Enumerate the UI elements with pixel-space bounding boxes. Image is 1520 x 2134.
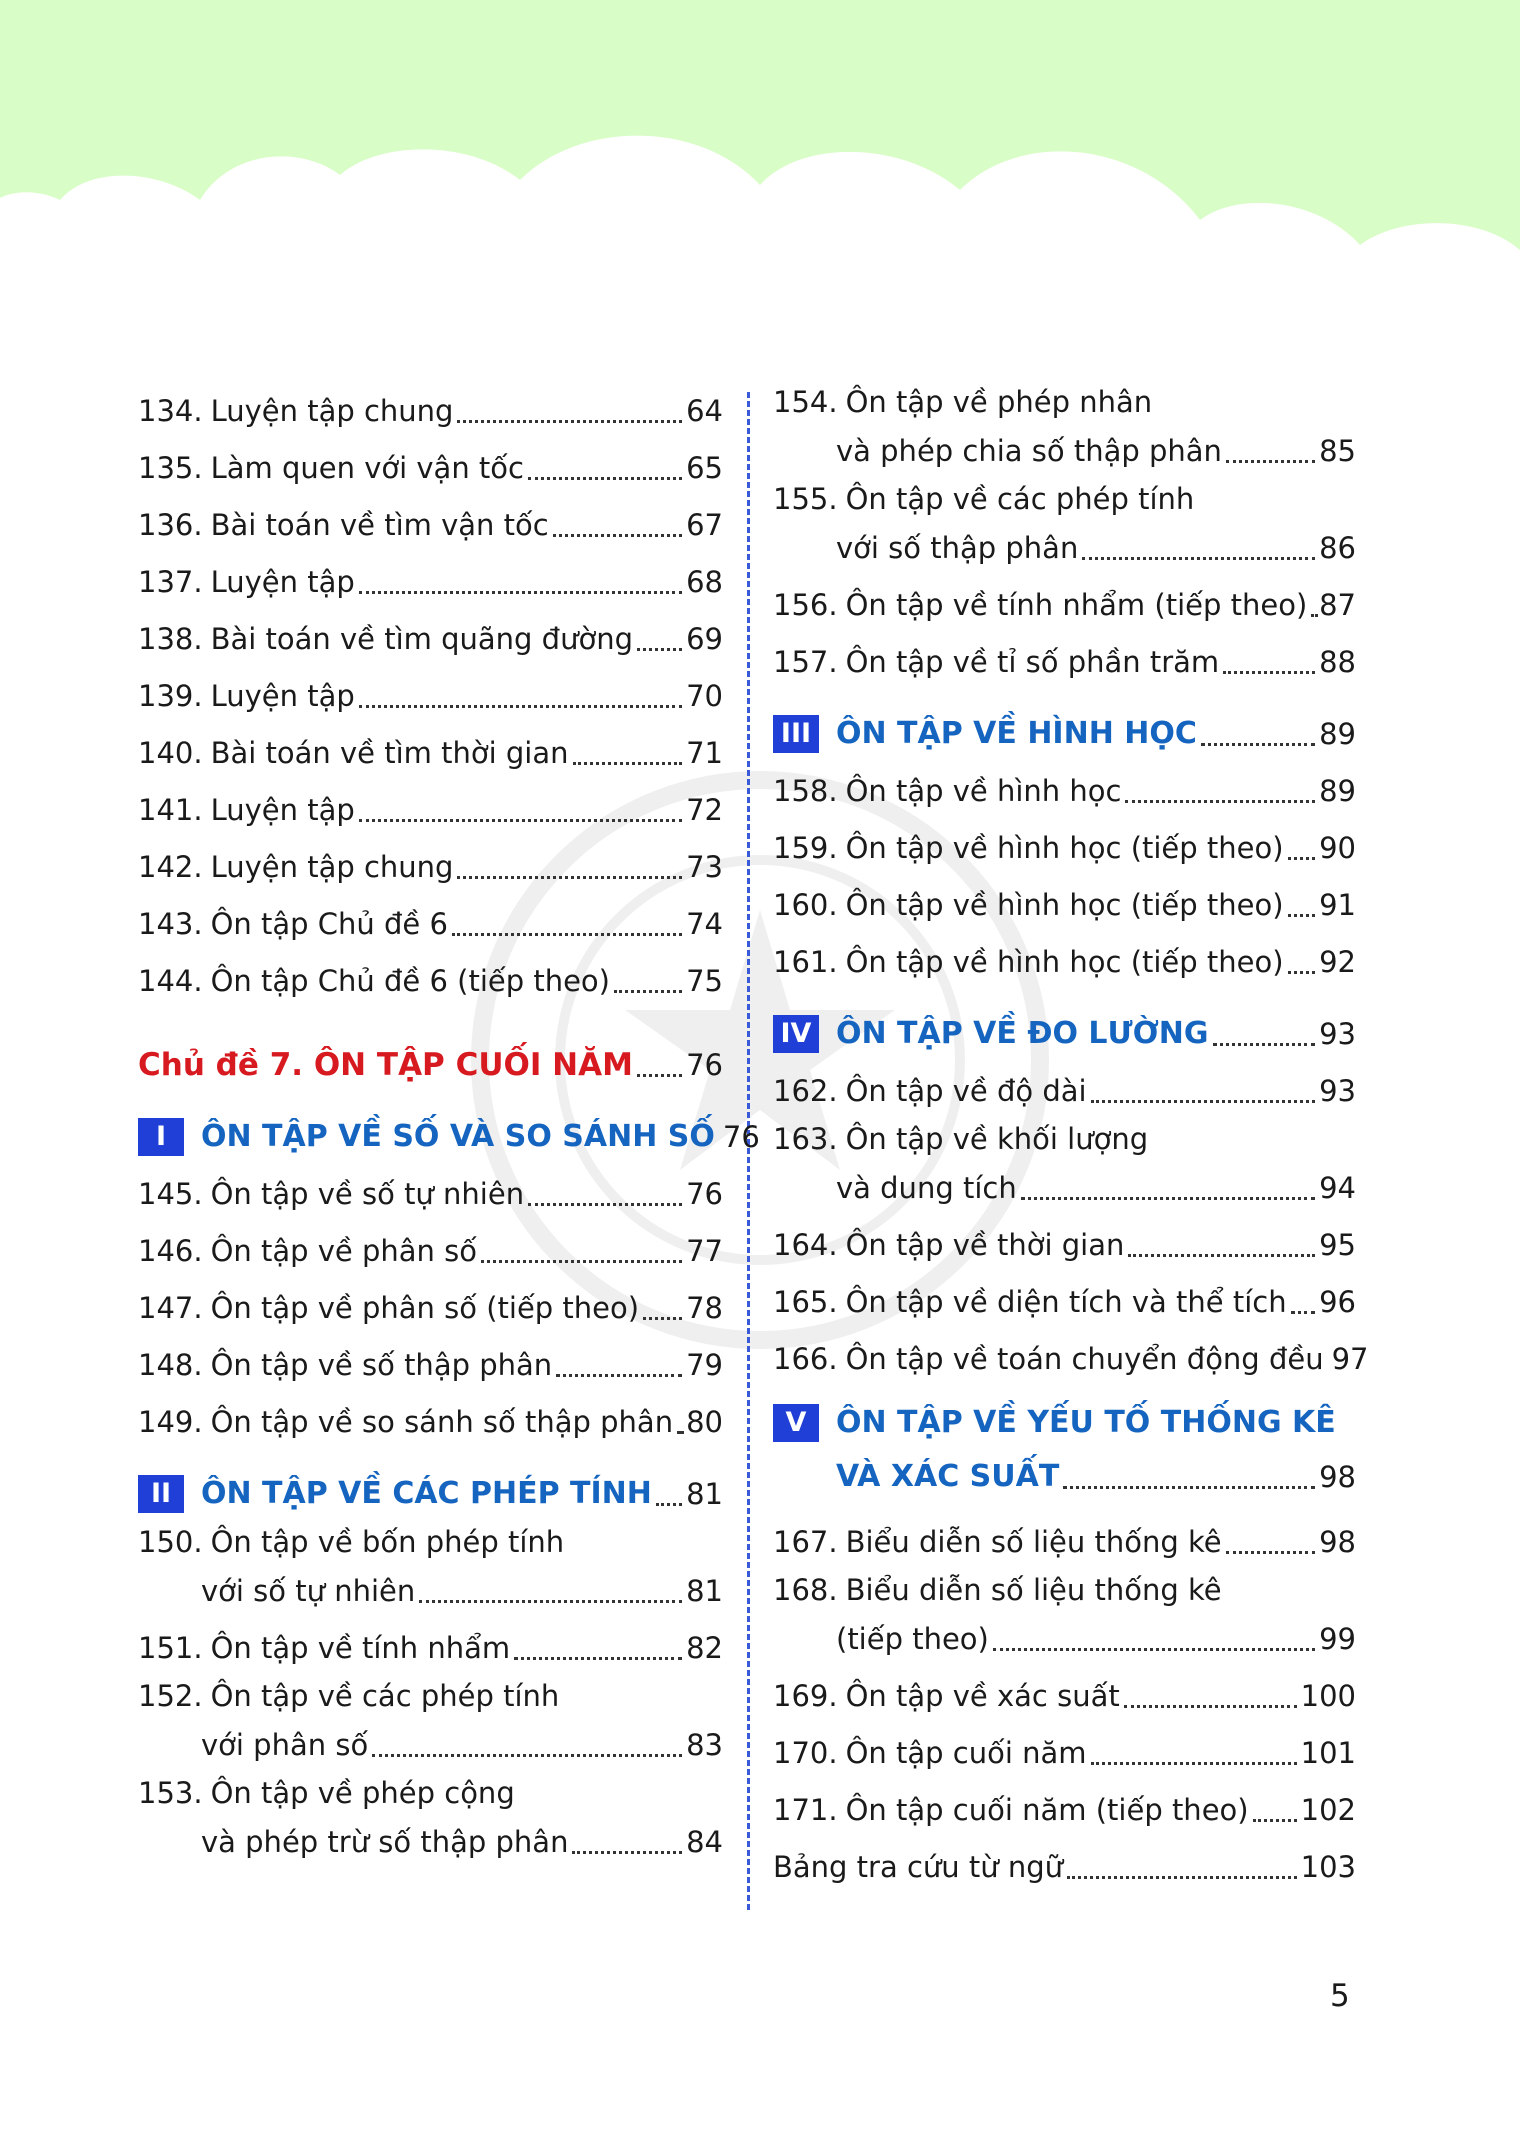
entry-title: Ôn tập Chủ đề 6 (tiếp theo) (210, 964, 610, 998)
entry-title-line2: với phân số (201, 1728, 369, 1762)
section-badge: IV (773, 1015, 819, 1053)
page-ref: 78 (686, 1291, 723, 1325)
cloud-shape (0, 0, 1520, 250)
page-ref: 73 (686, 850, 723, 884)
toc-entry-144[interactable] (138, 948, 723, 1005)
entry-title: Ôn tập về số tự nhiên (210, 1177, 525, 1211)
page-ref: 95 (1319, 1228, 1356, 1262)
entry-title: Ôn tập cuối năm (tiếp theo) (845, 1793, 1249, 1827)
dot-leader (1226, 1551, 1315, 1554)
page-ref: 75 (686, 964, 723, 998)
entry-number: 149. (138, 1405, 203, 1439)
dot-leader (1291, 1311, 1316, 1314)
dot-leader (1213, 1043, 1316, 1046)
page-ref: 74 (686, 907, 723, 941)
toc-entry-162[interactable] (773, 1058, 1356, 1115)
entry-number: 159. (773, 831, 838, 865)
dot-leader (637, 648, 682, 651)
entry-number: 150. (138, 1525, 203, 1559)
toc-entry-147[interactable] (138, 1275, 723, 1332)
toc-entry-145[interactable] (138, 1161, 723, 1218)
toc-entry-151[interactable] (138, 1615, 723, 1672)
entry-title: Bảng tra cứu từ ngữ (773, 1850, 1064, 1884)
entry-number: 136. (138, 508, 203, 542)
dot-leader (1125, 800, 1315, 803)
toc-entry-155[interactable] (773, 475, 1356, 572)
page-ref: 76 (686, 1177, 723, 1211)
entry-title: Ôn tập về tỉ số phần trăm (845, 645, 1220, 679)
dot-leader (1128, 1254, 1315, 1257)
section-v-heading[interactable] (773, 1383, 1356, 1509)
toc-entry-148[interactable] (138, 1332, 723, 1389)
page-ref: 86 (1319, 531, 1356, 565)
toc-entry-139[interactable] (138, 663, 723, 720)
section-iv-heading[interactable] (773, 986, 1356, 1058)
entry-title-line2: (tiếp theo) (836, 1622, 989, 1656)
page-ref: 98 (1319, 1525, 1356, 1559)
entry-title-line1: Ôn tập về phép nhân (845, 385, 1153, 419)
toc-entry-171[interactable] (773, 1777, 1356, 1834)
dot-leader (1226, 460, 1315, 463)
toc-entry-135[interactable] (138, 435, 723, 492)
toc-entry-149[interactable] (138, 1389, 723, 1446)
toc-entry-159[interactable] (773, 815, 1356, 872)
dot-leader (419, 1600, 682, 1603)
toc-entry-157[interactable] (773, 629, 1356, 686)
page-ref: 81 (686, 1477, 723, 1511)
entry-title-line2: và phép trừ số thập phân (201, 1825, 569, 1859)
entry-title: Ôn tập Chủ đề 6 (210, 907, 448, 941)
dot-leader (359, 591, 682, 594)
toc-entry-168[interactable] (773, 1566, 1356, 1663)
entry-title-line1: Ôn tập về khối lượng (845, 1122, 1149, 1156)
entry-number: 146. (138, 1234, 203, 1268)
dot-leader (452, 933, 682, 936)
page-ref: 83 (686, 1728, 723, 1762)
dot-leader (553, 534, 682, 537)
entry-number: 141. (138, 793, 203, 827)
entry-number: 154. (773, 385, 838, 419)
toc-entry-158[interactable] (773, 758, 1356, 815)
entry-title: Ôn tập cuối năm (845, 1736, 1087, 1770)
entry-number: 148. (138, 1348, 203, 1382)
toc-left-column (138, 378, 760, 1866)
toc-entry-154[interactable] (773, 378, 1356, 475)
entry-title: Làm quen với vận tốc (210, 451, 524, 485)
dot-leader (1288, 914, 1316, 917)
page-ref: 97 (1331, 1342, 1369, 1376)
page-ref: 87 (1319, 588, 1356, 622)
toc-group-164-166 (773, 1212, 1369, 1383)
dot-leader (637, 1074, 682, 1077)
toc-entry-150[interactable] (138, 1518, 723, 1615)
toc-entry-glossary[interactable] (773, 1834, 1356, 1891)
entry-number: 147. (138, 1291, 203, 1325)
entry-title: Ôn tập về thời gian (845, 1228, 1125, 1262)
entry-number: 156. (773, 588, 838, 622)
page-ref: 80 (686, 1405, 723, 1439)
dot-leader (1063, 1486, 1315, 1489)
dot-leader (677, 1431, 682, 1434)
entry-number: 170. (773, 1736, 838, 1770)
page-ref: 70 (686, 679, 723, 713)
section-title: ÔN TẬP VỀ HÌNH HỌC (836, 716, 1197, 751)
page-ref: 76 (686, 1048, 723, 1082)
page-ref: 64 (686, 394, 723, 428)
section-ii-heading[interactable] (138, 1446, 723, 1518)
toc-group-134-144 (138, 378, 723, 1005)
dot-leader (457, 420, 682, 423)
entry-title: Luyện tập (210, 793, 355, 827)
page-number: 5 (1330, 1978, 1350, 2014)
page-ref: 89 (1319, 774, 1356, 808)
dot-leader (359, 705, 682, 708)
entry-title: Ôn tập về xác suất (845, 1679, 1120, 1713)
page-ref: 103 (1300, 1850, 1356, 1884)
page-ref: 72 (686, 793, 723, 827)
entry-title: Ôn tập về tính nhẩm (210, 1631, 511, 1665)
entry-number: 145. (138, 1177, 203, 1211)
toc-entry-140[interactable] (138, 720, 723, 777)
entry-title: Bài toán về tìm thời gian (210, 736, 569, 770)
entry-number: 163. (773, 1122, 838, 1156)
page-ref: 91 (1319, 888, 1356, 922)
section-badge: I (138, 1118, 184, 1156)
section-title: ÔN TẬP VỀ ĐO LƯỜNG (836, 1016, 1209, 1051)
dot-leader (556, 1374, 682, 1377)
dot-leader (1223, 671, 1315, 674)
toc-entry-141[interactable] (138, 777, 723, 834)
entry-title-line2: và phép chia số thập phân (836, 434, 1222, 468)
entry-title-line2: với số tự nhiên (201, 1574, 416, 1608)
dot-leader (528, 1203, 682, 1206)
entry-title: Luyện tập chung (210, 394, 454, 428)
dot-leader (481, 1260, 682, 1263)
toc-entry-167[interactable] (773, 1509, 1356, 1566)
entry-number: 158. (773, 774, 838, 808)
page-ref: 99 (1319, 1622, 1356, 1656)
entry-number: 138. (138, 622, 203, 656)
toc-entry-160[interactable] (773, 872, 1356, 929)
page-ref: 90 (1319, 831, 1356, 865)
entry-number: 151. (138, 1631, 203, 1665)
page-ref: 85 (1319, 434, 1356, 468)
page-ref: 93 (1319, 1074, 1356, 1108)
entry-number: 134. (138, 394, 203, 428)
toc-entry-169[interactable] (773, 1663, 1356, 1720)
page-ref: 65 (686, 451, 723, 485)
entry-number: 153. (138, 1776, 203, 1810)
page-ref: 68 (686, 565, 723, 599)
page-ref: 98 (1319, 1460, 1356, 1494)
dot-leader (1091, 1762, 1297, 1765)
toc-entry-163[interactable] (773, 1115, 1356, 1212)
page-ref: 71 (686, 736, 723, 770)
dot-leader (656, 1503, 682, 1506)
toc-entry-153[interactable] (138, 1769, 723, 1866)
entry-title: Bài toán về tìm quãng đường (210, 622, 634, 656)
section-badge: V (773, 1404, 819, 1442)
dot-leader (372, 1754, 682, 1757)
entry-title: Ôn tập về toán chuyển động đều (845, 1342, 1324, 1376)
entry-number: 164. (773, 1228, 838, 1262)
entry-title: Ôn tập về phân số (210, 1234, 478, 1268)
page-ref: 77 (686, 1234, 723, 1268)
section-title-line1: ÔN TẬP VỀ YẾU TỐ THỐNG KÊ (836, 1405, 1336, 1440)
dot-leader (359, 819, 682, 822)
page-ref: 93 (1319, 1017, 1356, 1051)
page-ref: 94 (1319, 1171, 1356, 1205)
entry-number: 171. (773, 1793, 838, 1827)
toc-entry-138[interactable] (138, 606, 723, 663)
entry-number: 137. (138, 565, 203, 599)
toc-group-158-161 (773, 758, 1356, 986)
section-title: ÔN TẬP VỀ SỐ VÀ SO SÁNH SỐ (201, 1119, 715, 1154)
page-ref: 84 (686, 1825, 723, 1859)
dot-leader (614, 990, 682, 993)
page-ref: 101 (1300, 1736, 1356, 1770)
page-ref: 89 (1319, 717, 1356, 751)
dot-leader (1253, 1819, 1297, 1822)
entry-title-line1: Ôn tập về các phép tính (210, 1679, 560, 1713)
dot-leader (573, 762, 683, 765)
entry-number: 160. (773, 888, 838, 922)
dot-leader (457, 876, 682, 879)
toc-entry-164[interactable] (773, 1212, 1356, 1269)
section-badge: II (138, 1475, 184, 1513)
entry-title: Ôn tập về phân số (tiếp theo) (210, 1291, 640, 1325)
page-ref: 92 (1319, 945, 1356, 979)
dot-leader (1067, 1876, 1297, 1879)
section-iii-heading[interactable] (773, 686, 1356, 758)
section-title: ÔN TẬP VỀ CÁC PHÉP TÍNH (201, 1476, 652, 1511)
entry-number: 152. (138, 1679, 203, 1713)
entry-number: 169. (773, 1679, 838, 1713)
entry-number: 165. (773, 1285, 838, 1319)
toc-right-column (773, 378, 1369, 1891)
entry-title-line1: Ôn tập về phép cộng (210, 1776, 515, 1810)
page-ref: 81 (686, 1574, 723, 1608)
section-title-line2: VÀ XÁC SUẤT (836, 1459, 1060, 1494)
entry-title-line1: Ôn tập về các phép tính (845, 482, 1195, 516)
entry-number: 166. (773, 1342, 838, 1376)
toc-entry-143[interactable] (138, 891, 723, 948)
dot-leader (1288, 857, 1316, 860)
dot-leader (993, 1648, 1315, 1651)
entry-title: Ôn tập về hình học (tiếp theo) (845, 888, 1284, 922)
entry-title: Luyện tập chung (210, 850, 454, 884)
dot-leader (1082, 557, 1315, 560)
dot-leader (572, 1851, 682, 1854)
entry-number: 142. (138, 850, 203, 884)
toc-entry-136[interactable] (138, 492, 723, 549)
entry-title: Ôn tập về hình học (tiếp theo) (845, 831, 1284, 865)
entry-number: 161. (773, 945, 838, 979)
page-ref: 67 (686, 508, 723, 542)
cloud-header-band (0, 0, 1520, 270)
entry-number: 168. (773, 1573, 838, 1607)
dot-leader (1201, 743, 1315, 746)
entry-number: 155. (773, 482, 838, 516)
section-i-heading[interactable] (138, 1089, 760, 1161)
entry-title: Bài toán về tìm vận tốc (210, 508, 549, 542)
entry-title: Ôn tập về hình học (tiếp theo) (845, 945, 1284, 979)
chapter-7-heading[interactable] (138, 1005, 723, 1089)
entry-title-line2: và dung tích (836, 1171, 1017, 1205)
entry-number: 162. (773, 1074, 838, 1108)
dot-leader (528, 477, 682, 480)
dot-leader (1311, 614, 1315, 617)
toc-entry-170[interactable] (773, 1720, 1356, 1777)
page-ref: 100 (1300, 1679, 1356, 1713)
toc-entry-161[interactable] (773, 929, 1356, 986)
entry-title: Ôn tập về so sánh số thập phân (210, 1405, 674, 1439)
toc-entry-166[interactable] (773, 1326, 1369, 1383)
toc-entry-142[interactable] (138, 834, 723, 891)
page-ref: 82 (686, 1631, 723, 1665)
entry-title-line2: với số thập phân (836, 531, 1079, 565)
entry-title: Luyện tập (210, 679, 355, 713)
page-ref: 76 (722, 1120, 760, 1154)
toc-group-145-149 (138, 1161, 723, 1446)
section-badge: III (773, 715, 819, 753)
toc-entry-137[interactable] (138, 549, 723, 606)
entry-title: Ôn tập về số thập phân (210, 1348, 553, 1382)
toc-entry-156[interactable] (773, 572, 1356, 629)
entry-title-line1: Ôn tập về bốn phép tính (210, 1525, 565, 1559)
toc-group-169-171 (773, 1663, 1356, 1834)
toc-group-156-157 (773, 572, 1356, 686)
entry-number: 144. (138, 964, 203, 998)
page-ref: 69 (686, 622, 723, 656)
entry-title: Ôn tập về diện tích và thể tích (845, 1285, 1287, 1319)
page-ref: 96 (1319, 1285, 1356, 1319)
entry-title: Ôn tập về hình học (845, 774, 1122, 808)
page-ref: 102 (1300, 1793, 1356, 1827)
toc-entry-134[interactable] (138, 378, 723, 435)
entry-number: 157. (773, 645, 838, 679)
page-ref: 88 (1319, 645, 1356, 679)
toc-entry-146[interactable] (138, 1218, 723, 1275)
toc-entry-165[interactable] (773, 1269, 1356, 1326)
entry-number: 139. (138, 679, 203, 713)
entry-title: Luyện tập (210, 565, 355, 599)
entry-number: 143. (138, 907, 203, 941)
page-ref: 79 (686, 1348, 723, 1382)
toc-entry-152[interactable] (138, 1672, 723, 1769)
entry-title-line1: Biểu diễn số liệu thống kê (845, 1573, 1222, 1607)
chapter-title: Chủ đề 7. ÔN TẬP CUỐI NĂM (138, 1047, 633, 1083)
entry-title: Ôn tập về độ dài (845, 1074, 1087, 1108)
entry-title: Biểu diễn số liệu thống kê (845, 1525, 1222, 1559)
entry-number: 167. (773, 1525, 838, 1559)
dot-leader (643, 1317, 682, 1320)
entry-number: 140. (138, 736, 203, 770)
dot-leader (514, 1657, 682, 1660)
entry-title: Ôn tập về tính nhẩm (tiếp theo) (845, 588, 1308, 622)
dot-leader (1124, 1705, 1297, 1708)
dot-leader (1288, 971, 1316, 974)
dot-leader (1091, 1100, 1315, 1103)
dot-leader (1021, 1197, 1315, 1200)
entry-number: 135. (138, 451, 203, 485)
